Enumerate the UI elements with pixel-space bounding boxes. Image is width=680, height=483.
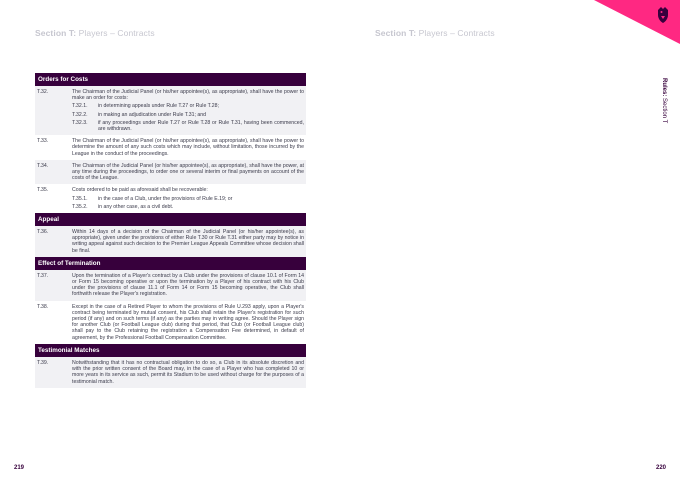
rule-row bbox=[35, 135, 306, 160]
side-section-tab: Rules: Section T bbox=[661, 78, 667, 124]
rule-text-block bbox=[72, 360, 304, 385]
rule-text-block bbox=[72, 89, 304, 132]
rule-text-block bbox=[72, 163, 304, 182]
rule-number: T.32. bbox=[37, 89, 49, 95]
sub-rule-text: in determining appeals under Rule T.27 or Rule T.28; bbox=[98, 103, 219, 110]
page-header-right: Section T: Players – Contracts bbox=[375, 28, 495, 38]
rule-text: The Chairman of the Judicial Panel (or his/her appointee(s), as appropriate), shall have the power to make an order for costs: bbox=[72, 89, 304, 102]
rule-text-block bbox=[72, 138, 304, 157]
sub-rule-text: in the case of a Club, under the provisions of Rule E.19; or bbox=[98, 195, 233, 202]
rules-content bbox=[35, 73, 306, 388]
rule-number: T.39. bbox=[37, 359, 49, 366]
sub-rule-text: in any other case, as a civil debt. bbox=[98, 203, 174, 210]
sub-rule bbox=[72, 112, 304, 118]
rule-row bbox=[35, 226, 306, 257]
rule-text-block bbox=[72, 304, 304, 341]
section-heading: Orders for Costs bbox=[35, 73, 306, 86]
rule-text: Notwithstanding that it has no contractual obligation to do so, a Club in its absolute discretion and with the prior written consent of the Board may, in the case of a Player who has completed 10 or more years in its service as such, permit its Stadium to be used without charge for the purposes of a testimonial match. bbox=[72, 359, 304, 385]
page-number-left: 219 bbox=[14, 465, 25, 471]
sub-rule-text: in making an adjudication under Rule T.31; and bbox=[98, 111, 207, 118]
rule-row bbox=[35, 86, 306, 135]
rule-number: T.34. bbox=[37, 162, 49, 169]
section-heading: Testimonial Matches bbox=[35, 344, 306, 357]
rule-text-block bbox=[72, 187, 304, 210]
sub-rule-number: T.32.1. bbox=[72, 103, 88, 110]
rule-text-block bbox=[72, 273, 304, 298]
sub-rule-number: T.32.3. bbox=[72, 119, 88, 126]
sub-rule bbox=[72, 196, 304, 202]
rule-text: Except in the case of a Retired Player to whom the provisions of Rule U.293 apply, upon a Player's contract being terminated by mutual consent, his Club shall retain the Player's registration for such period (if any) and on such terms (if any) as the parties may in writing agree. Should the Player sign for another Club (or Football League club) during that period, that Club (or Football League club) shall pay to the Club retaining the registration a Compensation Fee determined, in default of agreement, by the Professional Football Compensation Committee. bbox=[72, 303, 304, 341]
sub-rule-number: T.35.1. bbox=[72, 195, 88, 202]
sub-rule-number: T.35.2. bbox=[72, 203, 88, 210]
rule-text: Costs ordered to be paid as aforesaid shall be recoverable: bbox=[72, 187, 208, 194]
rule-row bbox=[35, 184, 306, 213]
rule-text-block bbox=[72, 229, 304, 254]
page-number-right: 220 bbox=[655, 465, 666, 471]
rule-number: T.38. bbox=[37, 303, 49, 310]
sub-rule bbox=[72, 204, 304, 210]
right-page bbox=[340, 0, 680, 483]
rule-row bbox=[35, 357, 306, 388]
section-heading: Appeal bbox=[35, 213, 306, 226]
rule-number: T.37. bbox=[37, 272, 49, 279]
page-header-left: Section T: Players – Contracts bbox=[35, 28, 155, 38]
rule-row bbox=[35, 270, 306, 301]
sub-rule-text: if any proceedings under Rule T.27 or Rule T.28 or Rule T.31, having been commenced, are withdrawn. bbox=[98, 119, 304, 133]
rule-text: Within 14 days of a decision of the Chairman of the Judicial Panel (or his/her appointee(s), as appropriate), given under the provisions of either Rule T.30 or Rule T.31 either party may by notice in writing appeal against such decision to the Premier League Appeals Committee whose decision shall be final. bbox=[72, 229, 304, 254]
rule-text: Upon the termination of a Player's contract by a Club under the provisions of clause 10.1 of Form 14 or Form 15 becoming operative or upon the termination by a Player of his contract with his Club under the provisions of clause 11.1 of Form 14 or Form 15 becoming operative, the Club shall forthwith release the Player's registration. bbox=[72, 272, 304, 298]
sub-rule bbox=[72, 120, 304, 132]
rule-number: T.35. bbox=[37, 187, 49, 194]
rule-number: T.33. bbox=[37, 138, 49, 145]
rule-number: T.36. bbox=[37, 229, 49, 236]
rule-row bbox=[35, 301, 306, 344]
sub-rule bbox=[72, 103, 304, 109]
rule-text: The Chairman of the Judicial Panel (or his/her appointee(s), as appropriate), shall have the power, at any time during the proceedings, to order one or several interim or final payments on account of the costs of the League. bbox=[72, 162, 304, 182]
rule-text: The Chairman of the Judicial Panel (or his/her appointee(s), as appropriate), shall have the power to determine the amount of any such costs which may include, without limitation, those incurred by the League in the conduct of the proceedings. bbox=[72, 138, 304, 157]
lion-crest-icon bbox=[655, 6, 671, 24]
rule-row bbox=[35, 160, 306, 185]
sub-rule-number: T.32.2. bbox=[72, 111, 88, 118]
section-heading: Effect of Termination bbox=[35, 257, 306, 270]
